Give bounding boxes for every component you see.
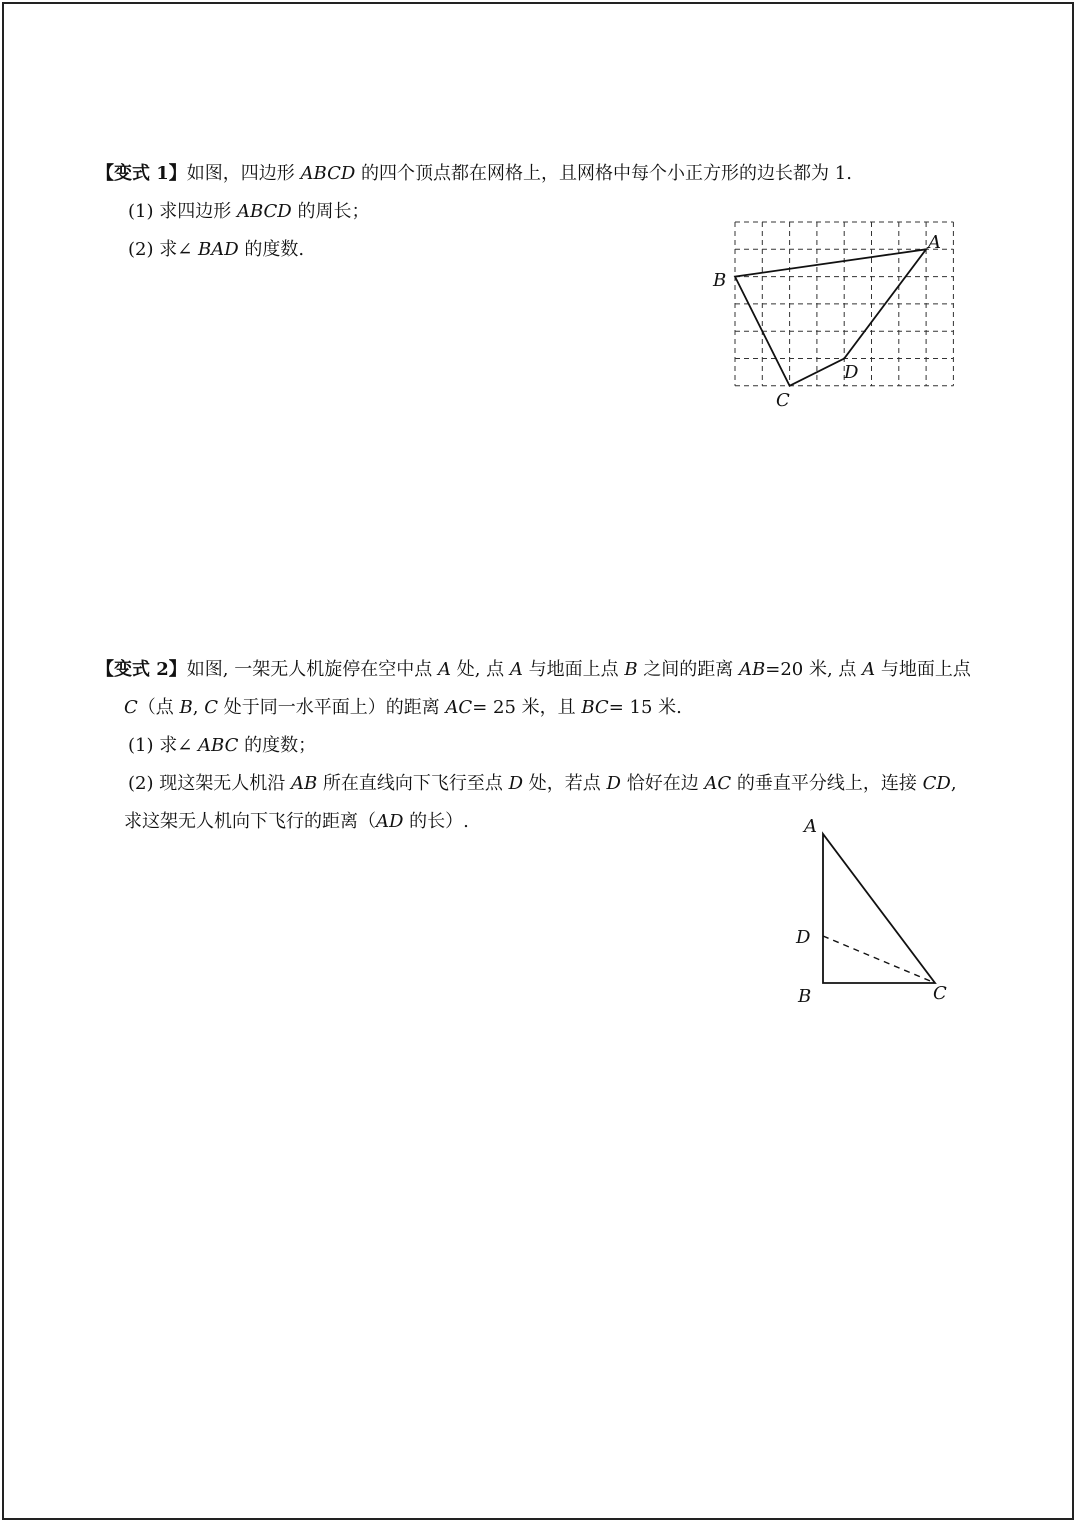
label-b: B [713, 270, 727, 291]
problem1-stem-text-2: 的四个顶点都在网格上，且网格中每个小正方形的边长都为 1. [355, 163, 852, 184]
p2q2b-1: AD [376, 811, 404, 832]
p2q2a-4: 处，若点 [523, 773, 607, 794]
p2s1-9: A [862, 659, 876, 680]
problem2-triangle-figure [780, 810, 980, 1010]
p2q2a-2: 所在直线向下飞行至点 [317, 773, 509, 794]
p2s2-8: BC [581, 697, 609, 718]
p2s2-9: = 15 米. [608, 697, 682, 718]
p2q2b-2: 的长）. [403, 811, 469, 832]
label-c: C [776, 390, 790, 411]
p2s1-5: B [624, 659, 638, 680]
label-a: A [804, 816, 817, 837]
p2q2a-0: (2) 现这架无人机沿 [128, 773, 291, 794]
problem1-q1-text-1: (1) 求四边形 [128, 201, 237, 222]
p2s2-6: AC [445, 697, 473, 718]
problem1-question-1 [128, 200, 369, 224]
p2s2-0: C [124, 697, 138, 718]
p2s1-4: 与地面上点 [522, 659, 625, 680]
problem2-tag: 【变式 2】 [96, 659, 187, 680]
p2s2-2: B [179, 697, 193, 718]
problem2-question-2-line-2 [124, 810, 469, 834]
label-a: A [928, 232, 941, 253]
p2s1-10: 与地面上点 [875, 659, 971, 680]
p2q2a-7: AC [704, 773, 732, 794]
p2q2a-8: 的垂直平分线上，连接 [731, 773, 923, 794]
triangle-abc [823, 834, 935, 983]
p2s2-5: 处于同一水平面上）的距离 [217, 697, 446, 718]
problem1-stem [96, 162, 852, 186]
problem1-tag: 【变式 1】 [96, 163, 187, 184]
problem1-q1-var: ABCD [236, 201, 292, 222]
p2s2-7: = 25 米，且 [472, 697, 582, 718]
quadrilateral-abcd [735, 249, 926, 385]
p2s1-8: =20 米, 点 [765, 659, 863, 680]
p2q2a-3: D [508, 773, 524, 794]
problem1-q2-var: BAD [198, 239, 239, 260]
p2s1-3: A [509, 659, 523, 680]
p2s2-3: , [192, 697, 205, 718]
p2q1-2: 的度数； [238, 735, 317, 756]
problem2-stem-line-2 [124, 696, 682, 720]
p2s1-0: 如图, 一架无人机旋停在空中点 [186, 659, 438, 680]
p2q2b-0: 求这架无人机向下飞行的距离（ [124, 811, 376, 832]
problem1-grid-figure [700, 210, 980, 420]
problem1-q1-text-2: 的周长； [291, 201, 370, 222]
problem2-question-1 [128, 734, 316, 758]
p2q2a-1: AB [290, 773, 318, 794]
problem2-question-2-line-1 [128, 772, 957, 796]
p2q2a-6: 恰好在边 [620, 773, 705, 794]
p2q2a-9: CD [922, 773, 951, 794]
problem1-stem-text-1: 如图，四边形 [186, 163, 301, 184]
label-c: C [933, 983, 947, 1004]
p2q2a-10: , [950, 773, 957, 794]
label-b: B [798, 986, 812, 1007]
label-d: D [844, 362, 859, 383]
problem1-q2-text-1: (2) 求∠ [128, 239, 199, 260]
p2s2-4: C [204, 697, 218, 718]
p2s1-1: A [437, 659, 451, 680]
label-d: D [796, 927, 811, 948]
p2q2a-5: D [606, 773, 621, 794]
problem1-stem-var: ABCD [300, 163, 356, 184]
problem1-question-2 [128, 238, 304, 262]
problem1-q2-text-2: 的度数. [238, 239, 305, 260]
problem2-stem-line-1 [96, 658, 971, 682]
p2s1-6: 之间的距离 [637, 659, 739, 680]
p2s1-2: 处, 点 [450, 659, 510, 680]
p2s1-7: AB [739, 659, 766, 680]
p2q1-0: (1) 求∠ [128, 735, 199, 756]
p2q1-1: ABC [198, 735, 239, 756]
p2s2-1: （点 [137, 697, 180, 718]
